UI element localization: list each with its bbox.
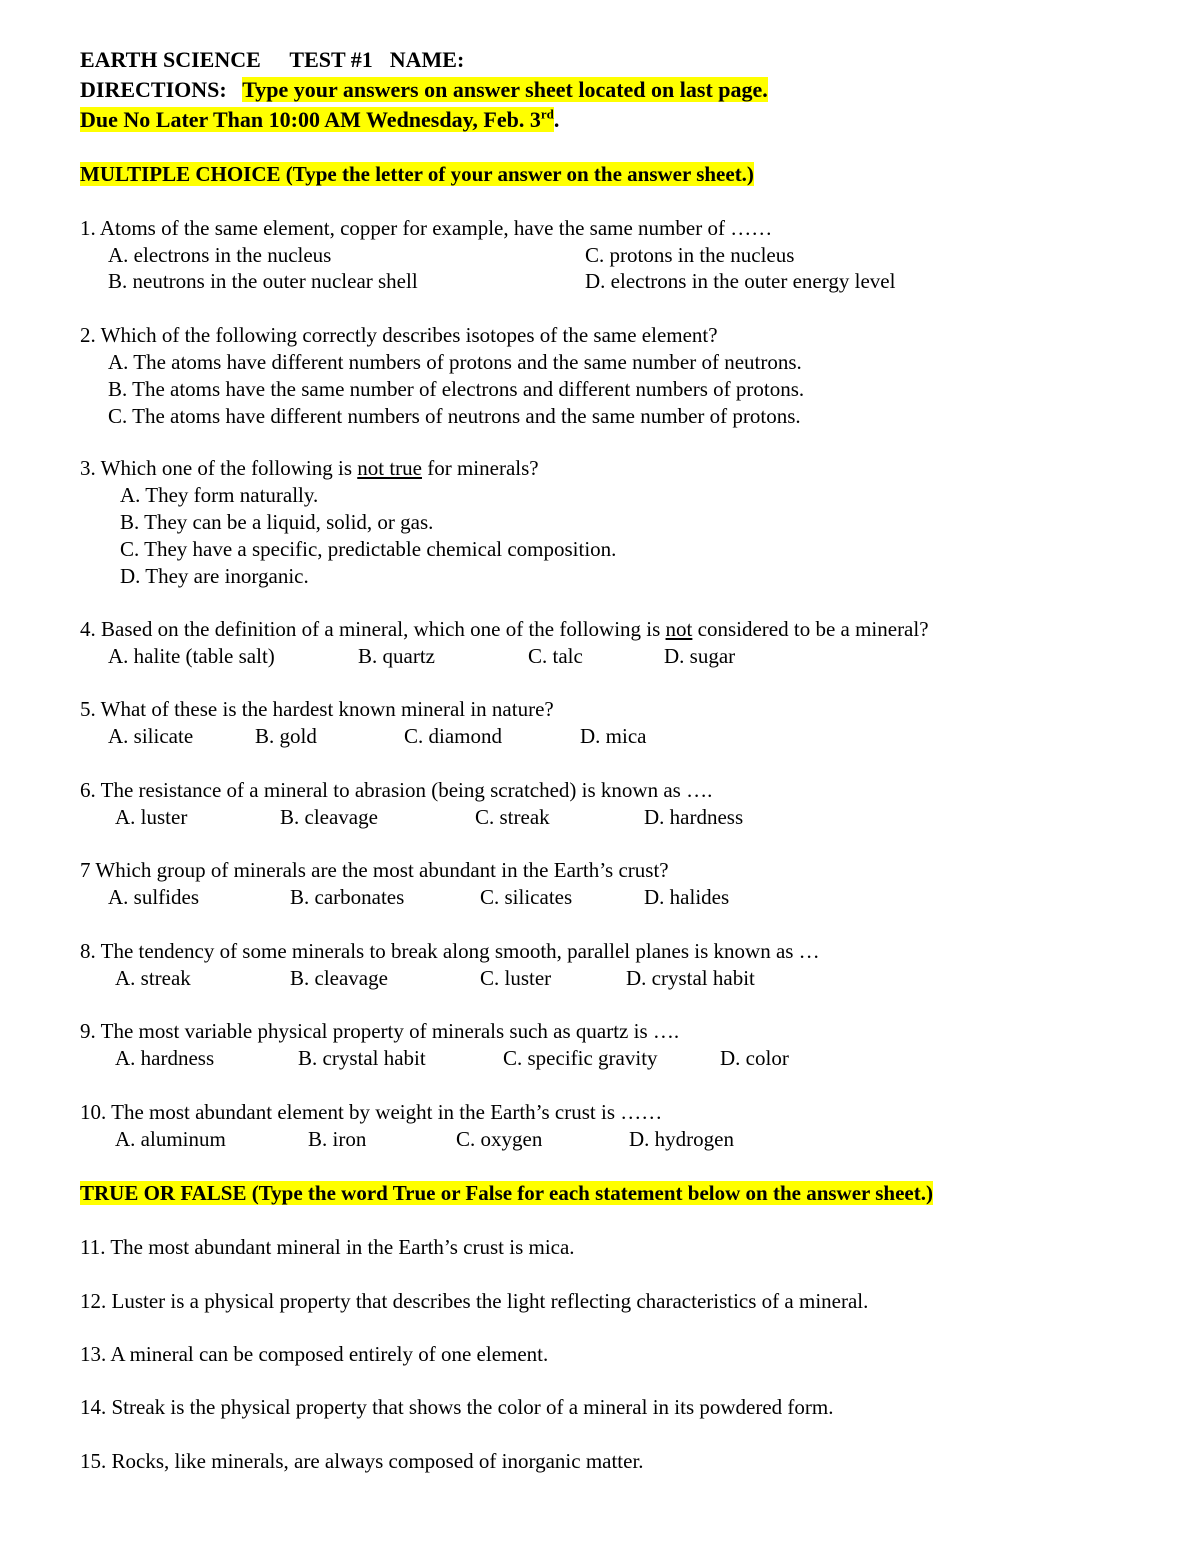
question-3-choice-a: A. They form naturally. [120, 483, 319, 507]
question-2-choice-b: B. The atoms have the same number of electrons and different numbers of protons. [108, 377, 805, 401]
question-10-choice-c: C. oxygen [456, 1127, 543, 1151]
true-false-heading: TRUE OR FALSE (Type the word True or False for each statement below on the answer sheet.) [80, 1181, 933, 1205]
question-2-choice-c: C. The atoms have different numbers of neutrons and the same number of protons. [108, 404, 801, 428]
question-1-choice-c: C. protons in the nucleus [585, 243, 795, 267]
question-6-stem: 6. The resistance of a mineral to abrasion (being scratched) is known as …. [80, 778, 713, 802]
question-9-choice-b: B. crystal habit [298, 1046, 426, 1070]
question-4-choice-b: B. quartz [358, 644, 435, 668]
question-2-stem: 2. Which of the following correctly describes isotopes of the same element? [80, 323, 718, 347]
question-10-choice-d: D. hydrogen [629, 1127, 734, 1151]
question-5-choice-d: D. mica [580, 724, 647, 748]
question-5-choice-c: C. diamond [404, 724, 502, 748]
question-3-choice-c: C. They have a specific, predictable chemical composition. [120, 537, 617, 561]
question-7-choice-d: D. halides [644, 885, 730, 909]
true-false-item-13: 13. A mineral can be composed entirely of one element. [80, 1342, 549, 1366]
question-10-choice-b: B. iron [308, 1127, 367, 1151]
question-7-choice-b: B. carbonates [290, 885, 405, 909]
question-8-choice-b: B. cleavage [290, 966, 388, 990]
question-5-stem: 5. What of these is the hardest known mineral in nature? [80, 697, 554, 721]
true-false-item-15: 15. Rocks, like minerals, are always composed of inorganic matter. [80, 1449, 644, 1473]
question-8-stem: 8. The tendency of some minerals to break along smooth, parallel planes is known as … [80, 939, 820, 963]
question-7-choice-a: A. sulfides [108, 885, 199, 909]
question-6-choice-a: A. luster [115, 805, 188, 829]
question-1-stem: 1. Atoms of the same element, copper for example, have the same number of …… [80, 216, 773, 240]
true-false-item-14: 14. Streak is the physical property that shows the color of a mineral in its powdered form. [80, 1395, 834, 1419]
question-5-choice-a: A. silicate [108, 724, 194, 748]
question-9-choice-c: C. specific gravity [503, 1046, 658, 1070]
question-2-choice-a: A. The atoms have different numbers of protons and the same number of neutrons. [108, 350, 802, 374]
question-6-choice-b: B. cleavage [280, 805, 378, 829]
question-9-stem: 9. The most variable physical property of minerals such as quartz is …. [80, 1019, 680, 1043]
name-label: NAME: [389, 47, 465, 72]
question-8-choice-a: A. streak [115, 966, 191, 990]
question-1-choice-a: A. electrons in the nucleus [108, 243, 332, 267]
question-9-choice-d: D. color [720, 1046, 789, 1070]
question-6-choice-c: C. streak [475, 805, 550, 829]
question-8-choice-c: C. luster [480, 966, 552, 990]
question-4-choice-d: D. sugar [664, 644, 736, 668]
due-date-line: Due No Later Than 10:00 AM Wednesday, Feb. 3rd. [80, 106, 560, 132]
question-10-stem: 10. The most abundant element by weight in the Earth’s crust is …… [80, 1100, 663, 1124]
question-3-stem: 3. Which one of the following is not true for minerals? [80, 456, 539, 480]
directions-text: Type your answers on answer sheet located on last page. [242, 77, 768, 102]
question-1-choice-b: B. neutrons in the outer nuclear shell [108, 269, 418, 293]
question-4-stem: 4. Based on the definition of a mineral, which one of the following is not considered to be a mineral? [80, 617, 929, 641]
question-4-choice-a: A. halite (table salt) [108, 644, 275, 668]
question-9-choice-a: A. hardness [115, 1046, 215, 1070]
question-3-choice-b: B. They can be a liquid, solid, or gas. [120, 510, 434, 534]
title-test-number: TEST #1 [289, 47, 373, 72]
directions-line [80, 77, 768, 103]
due-date-text: Due No Later Than 10:00 AM Wednesday, Feb. 3rd [80, 106, 554, 132]
question-5-choice-b: B. gold [255, 724, 317, 748]
question-7-choice-c: C. silicates [480, 885, 573, 909]
title-left: EARTH SCIENCE [80, 47, 261, 72]
test-title [80, 47, 464, 73]
directions-label: DIRECTIONS: [80, 77, 227, 102]
question-1-choice-d: D. electrons in the outer energy level [585, 269, 896, 293]
question-7-stem: 7 Which group of minerals are the most abundant in the Earth’s crust? [80, 858, 669, 882]
question-6-choice-d: D. hardness [644, 805, 744, 829]
true-false-item-12: 12. Luster is a physical property that describes the light reflecting characteristics of a mineral. [80, 1289, 869, 1313]
multiple-choice-heading: MULTIPLE CHOICE (Type the letter of your answer on the answer sheet.) [80, 162, 754, 186]
question-3-choice-d: D. They are inorganic. [120, 564, 309, 588]
question-4-choice-c: C. talc [528, 644, 583, 668]
question-10-choice-a: A. aluminum [115, 1127, 226, 1151]
true-false-item-11: 11. The most abundant mineral in the Earth’s crust is mica. [80, 1235, 575, 1259]
question-8-choice-d: D. crystal habit [626, 966, 755, 990]
